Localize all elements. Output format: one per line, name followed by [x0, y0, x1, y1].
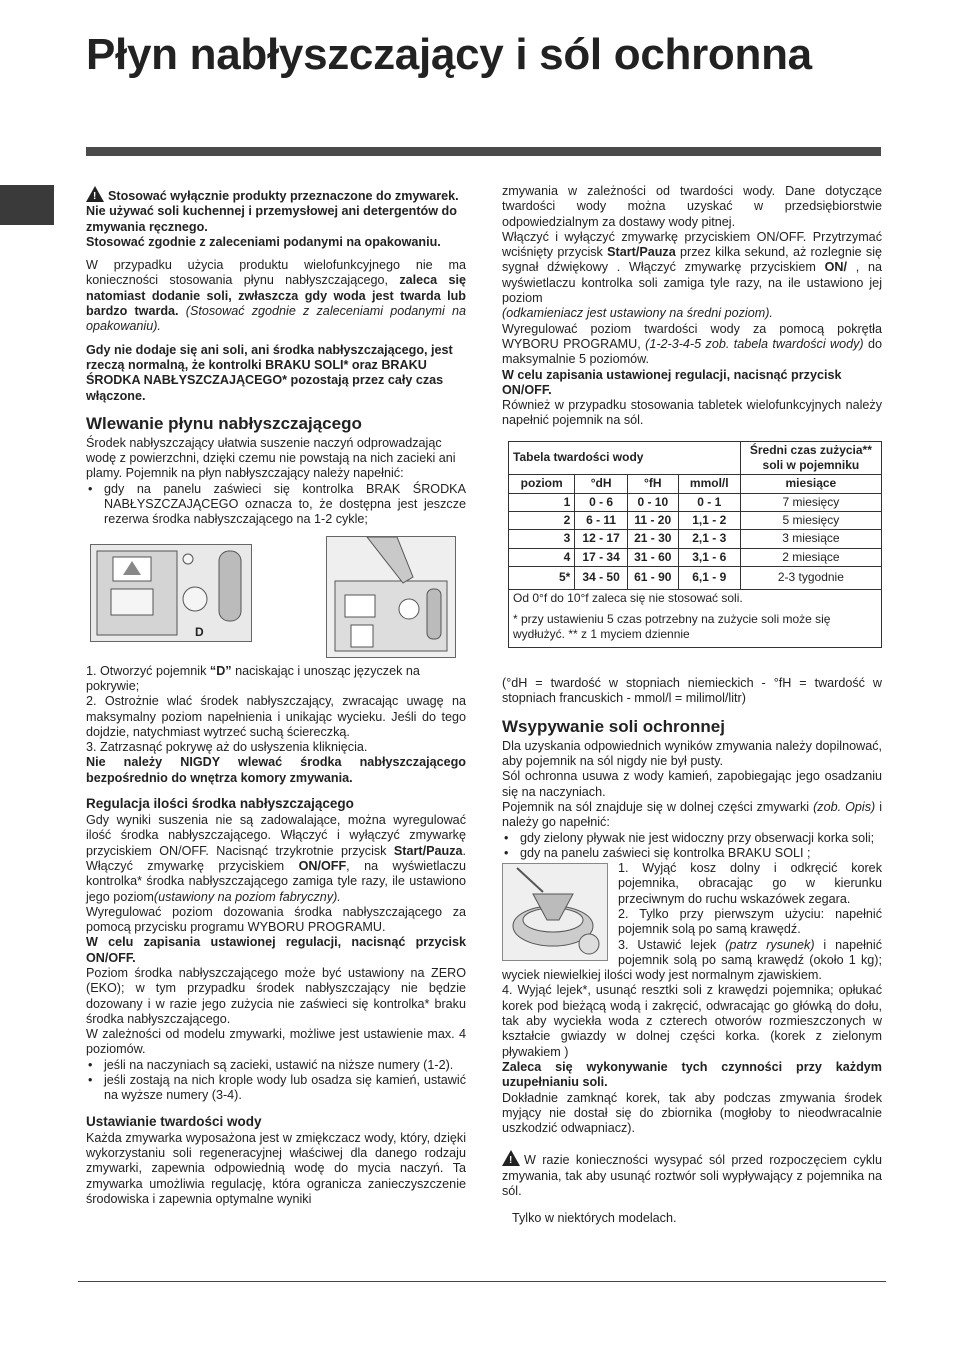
rinse-paragraph: Środek nabłyszczający ułatwia suszenie naczyń odprowadzając wodę z powierzchni, dzięki czemu nie powstają na nich zacieki ani plamy. Pojemnik na płyn nabłyszczający należy napełnić: — [86, 435, 456, 481]
heading-rinse-aid: Wlewanie płynu nabłyszczającego — [86, 413, 362, 433]
salt-close: Dokładnie zamknąć korek, tak aby podczas zmywania środek myjący nie dostał się do zbiornika (mogłoby to nieodwracalnie uszkodzić odwapniacz). — [502, 1090, 882, 1136]
salt-recommendation: Zaleca się wykonywanie tych czynności przy każdym uzupełnianiu soli. — [502, 1059, 882, 1090]
hardness-setting — [502, 230, 882, 306]
tablets-note: Również w przypadku stosowania tabletek wielofunkcyjnych należy napełnić pojemnik na sól. — [502, 398, 882, 428]
text-italic: (1-2-3-4-5 zob. tabela twardości wody) — [645, 336, 864, 351]
step-1 — [86, 664, 466, 695]
cell: 3 — [509, 530, 575, 548]
cell: 7 miesięcy — [740, 493, 881, 511]
salt-paragraph-2: Sól ochronna usuwa z wody kamień, zapobiegając jego osadzaniu się na naczyniach. — [502, 769, 882, 799]
cell: 61 - 90 — [627, 566, 678, 589]
cell: 2,1 - 3 — [678, 530, 740, 548]
dispenser-illustration — [90, 544, 252, 642]
hardness-regulate — [502, 322, 882, 368]
text: Wyregulować poziom twardości wody za pomocą pokrętła WYBORU PROGRAMU, — [502, 321, 882, 351]
warning-text-3: Stosować zgodnie z zaleceniami podanymi na opakowaniu. — [86, 234, 441, 249]
text: soli w pojemniku — [762, 458, 860, 473]
table-note-1: Od 0°f do 10°f zaleca się nie stosować soli. — [509, 589, 882, 607]
col-header: mmol/l — [678, 475, 740, 493]
step-3: 3. Zatrzasnąć pokrywę aż do usłyszenia kliknięcia. — [86, 740, 368, 755]
hardness-continued: zmywania w zależności od twardości wody. Dane dotyczące twardości wody można uzyskać w przedsiębiorstwie odpowiedzialnym za dostawy wody pitnej. — [502, 184, 882, 229]
text: , na wyświetlaczu kontrolka soli zamiga tyle razy, na ile ustawiono jej poziom — [502, 260, 883, 306]
cell: 11 - 20 — [627, 511, 678, 529]
cell: 0 - 6 — [575, 493, 627, 511]
table-time-header — [740, 441, 881, 475]
cell: 5 miesięcy — [740, 511, 881, 529]
text-bold: “D” — [209, 663, 232, 678]
text: . Włączyć zmywarkę przyciskiem — [86, 843, 466, 873]
adjust-save: W celu zapisania ustawionej regulacji, nacisnąć przycisk ON/OFF. — [86, 935, 466, 965]
text-italic: (zob. Opis) — [813, 799, 876, 814]
adjust-bullet-2: • jeśli zostają na nich krople wody lub osadza się kamień, ustawić na wyższe numery (3-4). — [86, 1073, 466, 1104]
table-note-2: * przy ustawieniu 5 czas potrzebny na zużycie soli może się wydłużyć. ** z 1 myciem dziennie — [509, 607, 882, 648]
text-italic: (Stosować zgodnie z zaleceniami podanymi na opakowaniu). — [86, 304, 466, 334]
text: przez kilka sekund, aż rozlegnie się sygnał dźwiękowy . Włączyć zmywarkę przyciskiem — [502, 245, 883, 275]
text-italic: (patrz rysunek) — [725, 937, 815, 952]
cell: 2-3 tygodnie — [740, 566, 881, 589]
heading-salt: Wsypywanie soli ochronnej — [502, 716, 725, 736]
cell: 34 - 50 — [575, 566, 627, 589]
title-divider — [86, 147, 881, 156]
hardness-paragraph: Każda zmywarka wyposażona jest w zmiękczacz wody, który, dzięki wykorzystaniu soli regeneracyjnej właściwej dla danego rodzaju zmywarki, zapewnia odpowiednią wodę do mycia naczyń. Ta zmywarka umożliwia regulację, która ogranicza zanieczyszczenie środowiska i zapewnia optymalne wyniki — [86, 1130, 466, 1206]
col-header: miesiące — [740, 475, 881, 493]
cell: 31 - 60 — [627, 548, 678, 566]
text-bold: Start/Pauza — [393, 843, 463, 858]
hardness-default: (odkamieniacz jest ustawiony na średni poziom). — [502, 306, 773, 321]
page-title: Płyn nabłyszczający i sól ochronna — [86, 30, 812, 79]
adjust-zero: Poziom środka nabłyszczającego może być ustawiony na ZERO (EKO); w tym przypadku środek nabłyszczający nie będzie dozowany i w razie jego zużycia nie zaświeci się kontrolka* braku środka nabłyszczającego. — [86, 965, 466, 1026]
salt-warning — [502, 1150, 882, 1199]
cell: 0 - 1 — [678, 493, 740, 511]
cell: 6 - 11 — [575, 511, 627, 529]
salt-paragraph-1: Dla uzyskania odpowiednich wyników zmywania należy dopilnować, aby pojemnik na sól nigdy nie był pusty. — [502, 738, 882, 769]
table-row — [509, 548, 882, 566]
water-hardness-table — [508, 441, 882, 648]
cell: 1 — [509, 493, 575, 511]
cell: 4 — [509, 548, 575, 566]
salt-funnel-illustration — [502, 863, 608, 961]
warning-icon — [86, 186, 104, 202]
text: Średni czas zużycia** — [749, 442, 872, 457]
cell: 3 miesiące — [740, 530, 881, 548]
text-bold: zaleca się natomiast dodanie soli, zwłaszcza gdy woda jest twarda lub bardzo twarda. — [86, 273, 466, 319]
warning-icon — [502, 1150, 520, 1166]
pouring-illustration — [326, 536, 456, 658]
cell: 6,1 - 9 — [678, 566, 740, 589]
text-bold: ON/ — [824, 260, 847, 275]
text: Włączyć i wyłączyć zmywarkę przyciskiem ON/OFF. Przytrzymać wciśnięty przycisk — [502, 229, 882, 260]
table-title: Tabela twardości wody — [509, 441, 741, 475]
figure-label-d: D — [195, 624, 204, 639]
cell: 12 - 17 — [575, 530, 627, 548]
adjust-levels: W zależności od modelu zmywarki, możliwe jest ustawienie max. 4 poziomów. — [86, 1027, 466, 1057]
col-header: °fH — [627, 475, 678, 493]
warning-text-2: Nie używać soli kuchennej i przemysłowej ani detergentów do zmywania ręcznego. — [86, 204, 457, 234]
never-warning: Nie należy NIGDY wlewać środka nabłyszczającego bezpośrednio do wnętrza komory zmywania. — [86, 755, 466, 785]
section-tab — [0, 185, 54, 225]
text: naciskając i unosząc języczek na pokrywie; — [86, 663, 420, 693]
rinse-bullet: • gdy na panelu zaświeci się kontrolka BRAK ŚRODKA NABŁYSZCZAJĄCEGO oznacza to, że dostępna jest jeszcze rezerwa środka nabłyszczającego na 1-2 cykle; — [86, 482, 466, 528]
salt-paragraph-3 — [502, 800, 882, 831]
text: Pojemnik na sól znajduje się w dolnej części zmywarki — [502, 799, 810, 814]
cell: 17 - 34 — [575, 548, 627, 566]
rinse-aid-figures — [86, 536, 466, 658]
cell: 21 - 30 — [627, 530, 678, 548]
text: do maksymalnie 5 poziomów. — [502, 336, 883, 367]
step-2: 2. Ostrożnie wlać środek nabłyszczający, zwracając uwagę na maksymalny poziom napełnienia i unikając wycieku. Jeśli do tego dojdzie, natychmiast wytrzeć suchą ściereczką. — [86, 694, 466, 739]
units-note: (°dH = twardość w stopniach niemieckich - °fH = twardość w stopniach francuskich - mmol/l = milimol/litr) — [502, 676, 882, 706]
text: W razie konieczności wysypać sól przed rozpoczęciem cyklu zmywania, tak aby usunąć roztwór soli wypływający z pojemnika na sól. — [502, 1153, 882, 1199]
cell: 2 miesiące — [740, 548, 881, 566]
heading-adjust: Regulacja ilości środka nabłyszczającego — [86, 796, 354, 812]
col-header: °dH — [575, 475, 627, 493]
right-column — [502, 184, 882, 1227]
text-italic: (ustawiony na poziom fabryczny). — [153, 889, 341, 904]
salt-step-1: 1. Wyjąć kosz dolny i odkręcić korek pojemnika, obracając go w kierunku przeciwnym do ruchu wskazówek zegara. — [618, 861, 882, 906]
text: i napełnić pojemnik solą po samą krawędź (około 1 kg); wyciek niewielkiej ilości wody jest normalnym zjawiskiem. — [502, 937, 883, 983]
salt-step-4: 4. Wyjąć lejek*, usunąć resztki soli z krawędzi pojemnika; opłukać korek pod bieżącą wodą i zakręcić, odwracając go główką do dołu, tak aby wyciekła woda z czterech otworów rozmieszczonych w kształcie gwiazdy w dolnej części korka. (korek z zielonym pływakiem ) — [502, 983, 882, 1059]
text-bold: Start/Pauza — [607, 245, 676, 260]
cell: 0 - 10 — [627, 493, 678, 511]
table-row — [509, 530, 882, 548]
hardness-save: W celu zapisania ustawionej regulacji, nacisnąć przycisk ON/OFF. — [502, 367, 842, 397]
table-row — [509, 566, 882, 589]
salt-bullet-2: • gdy na panelu zaświeci się kontrolka BRAKU SOLI ; — [502, 846, 882, 861]
table-row — [509, 493, 882, 511]
adjust-paragraph-2: Wyregulować poziom dozowania środka nabłyszczającego za pomocą przycisku programu WYBORU PROGRAMU. — [86, 904, 466, 935]
text: i należy go napełnić: — [502, 799, 883, 830]
text: Gdy wyniki suszenia nie są zadowalające, można wyregulować ilość środka nabłyszczającego. Włączyć i wyłączyć zmywarkę przyciskiem ON/OFF. Nacisnąć trzykrotnie przycisk — [86, 813, 466, 858]
cell: 5* — [509, 566, 575, 589]
footer-rule — [78, 1281, 886, 1282]
cell: 3,1 - 6 — [678, 548, 740, 566]
table-row — [509, 511, 882, 529]
cell: 2 — [509, 511, 575, 529]
text: W przypadku użycia produktu wielofunkcyjnego nie ma konieczności stosowania płynu nabłyszczającego, — [86, 258, 466, 288]
cell: 1,1 - 2 — [678, 511, 740, 529]
heading-hardness: Ustawianie twardości wody — [86, 1113, 262, 1129]
no-salt-paragraph: Gdy nie dodaje się ani soli, ani środka nabłyszczającego, jest rzeczą normalną, że kontrolki BRAKU SOLI* oraz BRAKU ŚRODKA NABŁYSZCZAJĄCEGO* pozostają przez cały czas włączone. — [86, 342, 453, 403]
adjust-paragraph — [86, 813, 466, 905]
col-header: poziom — [509, 475, 575, 493]
adjust-bullet-1: • jeśli na naczyniach są zacieki, ustawić na niższe numery (1-2). — [86, 1058, 466, 1073]
salt-step-2: 2. Tylko przy pierwszym użyciu: napełnić pojemnik solą po samą krawędź. — [618, 906, 882, 937]
text-bold: ON/OFF — [298, 858, 347, 873]
warning-text-1: Stosować wyłącznie produkty przeznaczone do zmywarek. — [108, 189, 459, 203]
left-column — [86, 186, 466, 1207]
salt-bullet-1: • gdy zielony pływak nie jest widoczny przy obserwacji korka soli; — [502, 831, 882, 846]
footnote: Tylko w niektórych modelach. — [512, 1211, 677, 1226]
text: 3. Ustawić lejek — [618, 937, 717, 952]
text: 1. Otworzyć pojemnik — [86, 663, 207, 678]
warning-block — [86, 186, 466, 204]
text: , na wyświetlaczu kontrolka* środka nabłyszczającego zamiga tyle razy, ile ustawiono jego poziom — [86, 858, 466, 904]
multifunction-paragraph — [86, 258, 466, 334]
